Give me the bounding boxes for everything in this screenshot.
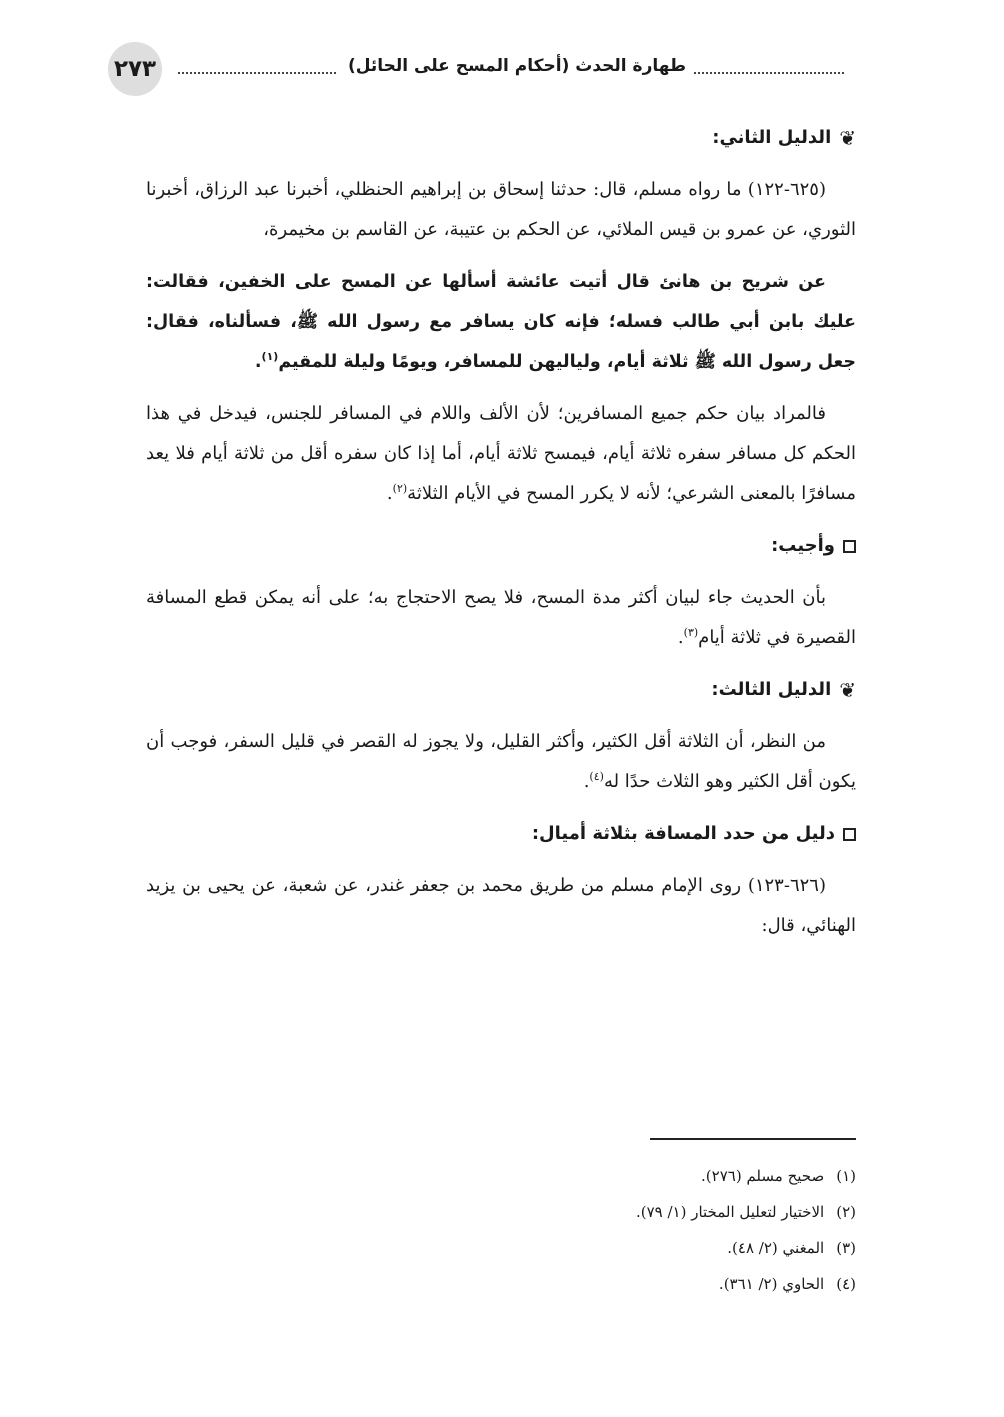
footnote-item [146,1230,856,1266]
footnote-number: (٢) [836,1203,856,1221]
heading-label: الدليل الثاني: [712,127,832,148]
header-dots-left [178,72,336,74]
footnote-text: المغني (٢/ ٤٨). [727,1239,825,1257]
footnote-ref-2[interactable]: (٢) [392,482,408,495]
heading-label: دليل من حدد المسافة بثلاثة أميال: [531,823,835,844]
paragraph-hadith-chain-1: (٦٢٥-١٢٢) ما رواه مسلم، قال: حدثنا إسحاق بن إبراهيم الحنظلي، أخبرنا عبد الرزاق، أخبرنا الثوري، عن عمرو بن قيس الملائي، عن الحكم بن عتيبة، عن القاسم بن مخيمرة، [146,179,856,240]
heading-label: وأجيب: [771,535,835,556]
footnote-text: الحاوي (٢/ ٣٦١). [718,1275,825,1293]
section-heading-three-miles [146,814,856,854]
checkbox-square-icon [843,828,856,841]
footnote-number: (١) [836,1167,856,1185]
footnote-item [146,1158,856,1194]
checkbox-square-icon [843,540,856,553]
footnotes [146,1158,856,1302]
heading-label: الدليل الثالث: [711,679,832,700]
footnote-text: الاختيار لتعليل المختار (١/ ٧٩). [635,1203,825,1221]
paragraph-explanation: فالمراد بيان حكم جميع المسافرين؛ لأن الألف واللام في المسافر للجنس، فيدخل في هذا الحكم كل مسافر سفره ثلاثة أيام، فيمسح ثلاثة أيام، أما إذا كان سفره أقل من ثلاثة أيام فلا يعد مسافرًا بالمعنى الشرعي؛ لأنه لا يكرر المسح في الأيام الثلاثة$^{(٢)}$. [146,403,856,504]
paragraph-reasoning: من النظر، أن الثلاثة أقل الكثير، وأكثر القليل، ولا يجوز له القصر في قليل السفر، فوجب أن يكون أقل الكثير وهو الثلاث حدًا له$^{(٤)}$. [146,731,856,792]
main-text [146,118,856,958]
leaf-ornament-icon: ❦ [839,126,856,150]
footnote-ref-3[interactable]: (٣) [683,626,699,639]
footnote-number: (٤) [836,1275,856,1293]
footnote-item [146,1194,856,1230]
running-header-title: طهارة الحدث (أحكام المسح على الحائل) [347,56,686,76]
footnote-ref-4[interactable]: (٤) [589,770,604,783]
section-heading-third-evidence [146,670,856,710]
header-dots-right [694,72,844,74]
footnote-ref-1[interactable]: (١) [261,350,279,364]
section-heading-second-evidence [146,118,856,158]
page-number-badge: ٢٧٣ [108,42,162,96]
footnote-item [146,1266,856,1302]
paragraph-hadith-chain-2: (٦٢٦-١٢٣) روى الإمام مسلم من طريق محمد بن جعفر غندر، عن شعبة، عن يحيى بن يزيد الهنائي، قال: [146,875,856,936]
footnote-number: (٣) [836,1239,856,1257]
footnote-text: صحيح مسلم (٢٧٦). [701,1167,825,1185]
paragraph-answer: بأن الحديث جاء لبيان أكثر مدة المسح، فلا يصح الاحتجاج به؛ على أنه يمكن قطع المسافة القصيرة في ثلاثة أيام$^{(٣)}$. [146,587,856,648]
paragraph-hadith-text-1: عن شريح بن هانئ قال أتيت عائشة أسألها عن المسح على الخفين، فقالت: عليك بابن أبي طالب فسله؛ فإنه كان يسافر مع رسول الله ﷺ، فسألناه، فقال: جعل رسول الله ﷺ ثلاثة أيام، ولياليهن للمسافر، ويومًا وليلة للمقيم$^{(١)}$. [146,272,856,372]
footnote-separator [650,1138,856,1140]
leaf-ornament-icon: ❦ [839,678,856,702]
section-heading-answer [146,526,856,566]
